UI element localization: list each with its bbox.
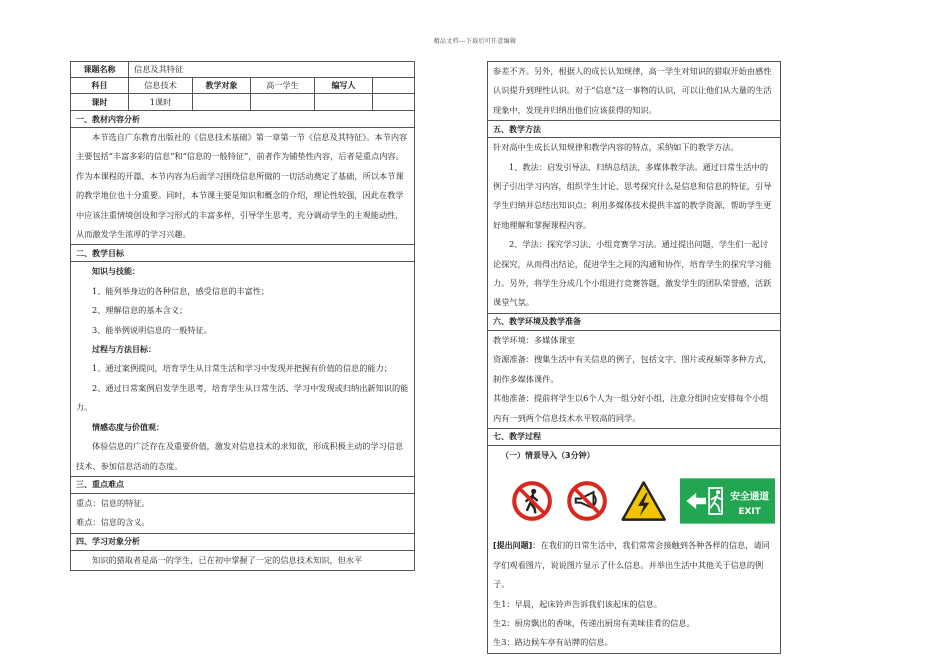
lesson-plan-table-left bbox=[70, 61, 415, 571]
section-3-body bbox=[71, 493, 415, 533]
exit-sign-cn-text: 安全通道 bbox=[729, 491, 769, 503]
subject-value: 信息技术 bbox=[129, 78, 193, 94]
watermark: 精品文档---下载后可任意编辑 bbox=[433, 38, 517, 45]
sign-images bbox=[493, 465, 775, 536]
learner-analysis-cont: 参差不齐。另外，根据人的成长认知规律，高一学生对知识的猎取开始由感性认识提升到理性认识。对于“信息”这一事物的认识，可以让他们从大量的生活现象中，发现并归纳出他们应该获得的知识。 bbox=[493, 66, 772, 115]
section-1-title: 一、教材内容分析 bbox=[71, 111, 415, 128]
student-answer-1: 生1：早晨，起床铃声告诉我们该起床的信息。 bbox=[493, 598, 662, 609]
audience-value: 高一学生 bbox=[251, 78, 315, 94]
section-6-body bbox=[488, 330, 781, 428]
knowledge-item-3: 3、能举例说明信息的一般特征。 bbox=[92, 324, 212, 335]
author-label: 编写人 bbox=[315, 78, 373, 94]
key-point: 重点：信息的特征。 bbox=[76, 497, 150, 508]
student-answer-2: 生2：厨房飘出的香味，传递出厨房有美味佳肴的信息。 bbox=[493, 617, 695, 628]
section-4-continued bbox=[488, 62, 781, 121]
high-voltage-warning-icon bbox=[621, 475, 666, 527]
section-2-body bbox=[71, 262, 415, 476]
knowledge-subtitle: 知识与技能： bbox=[92, 267, 140, 277]
exit-sign-icon bbox=[680, 473, 776, 529]
section-4-body bbox=[71, 550, 415, 570]
section-7-body bbox=[488, 445, 781, 653]
section-3-title: 三、重点难点 bbox=[71, 476, 415, 493]
learner-analysis-start: 知识的猎取者是高一的学生，已在初中掌握了一定的信息技术知识，但水平 bbox=[92, 554, 363, 565]
environment: 教学环境：多媒体课室 bbox=[493, 334, 575, 345]
no-pedestrian-sign-icon bbox=[511, 475, 553, 527]
topic-value: 信息及其特征 bbox=[129, 62, 415, 78]
section-2-title: 二、教学目标 bbox=[71, 245, 415, 262]
resource-prep: 资源准备：搜集生活中有关信息的例子，包括文字、图片或视频等多种方式，制作多媒体课件。 bbox=[493, 354, 772, 384]
knowledge-item-2: 2、理解信息的基本含义； bbox=[92, 305, 188, 316]
method-learning: 2、学法：探究学习法、小组竞赛学习法。通过提出问题，学生们一起讨论探究，从而得出结论，促进学生之间的沟通和协作，培育学生的探究学习能力。另外，将学生分成几个小组进行竞赛答题，激发学生的团队荣誉感，活跃课堂气氛。 bbox=[493, 239, 772, 308]
question-label: [提出问题] bbox=[493, 541, 533, 551]
topic-label: 课题名称 bbox=[71, 62, 129, 78]
author-value bbox=[373, 78, 415, 94]
student-answer-3: 生3：路边候车亭有站牌的信息。 bbox=[493, 637, 613, 648]
question-text: ：在我们的日常生活中，我们常常会接触到各种各样的信息，请同学们观看图片，说说图片显示了什么信息。并举出生活中其他关于信息的例子。 bbox=[493, 540, 770, 590]
section-7-title: 七、教学过程 bbox=[488, 428, 781, 445]
scene-intro-subtitle: （一）情景导入（3分钟） bbox=[501, 450, 595, 460]
emotion-item-1: 体验信息的广泛存在及重要价值，激发对信息技术的求知欲，形成积极主动的学习信息技术、参加信息活动的态度。 bbox=[76, 441, 404, 471]
question-paragraph bbox=[493, 536, 775, 594]
section-1-text: 本节选自广东教育出版社的《信息技术基础》第一章第一节《信息及其特征》。本节内容主要包括“丰富多彩的信息”和“信息的一般特征”，前者作为铺垫性内容，后者是重点内容。作为本课程的开篇，本节内容为后面学习围绕信息所做的一切活动奠定了基础，所以本节课的教学地位也十分重要。同时，本节课主要是知识和概念的介绍，理论性较强，因此在教学中应该注重情境创设和学习形式的丰富多样，引导学生思考，充分调动学生的主观能动性，从而激发学生浓厚的学习兴趣。 bbox=[76, 132, 408, 240]
method-teaching: 1、教法：启发引导法、归纳总结法、多媒体教学法。通过日常生活中的例子引出学习内容，组织学生讨论、思考探究什么是信息和信息的特征，引导学生归纳并总结出知识点；利用多媒体技术提供丰富的教学资源，帮助学生更好地理解和掌握课程内容。 bbox=[493, 161, 772, 230]
subject-label: 科目 bbox=[71, 78, 129, 94]
process-item-1: 1、通过案例提问，培育学生从日常生活和学习中发现并把握有价值的信息的能力； bbox=[92, 363, 392, 374]
no-horn-sign-icon bbox=[566, 475, 608, 527]
section-5-body bbox=[488, 138, 781, 314]
lesson-plan-table-right bbox=[487, 61, 781, 654]
hours-label: 课时 bbox=[71, 94, 129, 111]
hours-value: 1课时 bbox=[129, 94, 193, 111]
method-intro: 针对高中生成长认知规律和教学内容的特点，采纳如下的教学方法。 bbox=[493, 142, 739, 153]
section-1-body bbox=[71, 128, 415, 245]
knowledge-item-1: 1、能列举身边的各种信息，感受信息的丰富性； bbox=[92, 285, 270, 296]
section-5-title: 五、教学方法 bbox=[488, 121, 781, 138]
section-4-title: 四、学习对象分析 bbox=[71, 533, 415, 550]
section-6-title: 六、教学环境及教学准备 bbox=[488, 313, 781, 330]
difficult-point: 难点：信息的含义。 bbox=[76, 517, 150, 528]
exit-sign-en-text: EXIT bbox=[737, 507, 761, 518]
other-prep: 其他准备：提前将学生以6个人为一组分好小组，注意分组时应安排每个小组内有一到两个信息技术水平较高的同学。 bbox=[493, 393, 769, 423]
process-item-2: 2、通过日常案例启发学生思考，培育学生从日常生活、学习中发现或归纳出新知识的能力。 bbox=[76, 382, 409, 413]
emotion-subtitle: 情感态度与价值观： bbox=[92, 422, 164, 432]
audience-label: 教学对象 bbox=[193, 78, 251, 94]
process-subtitle: 过程与方法目标： bbox=[92, 345, 156, 355]
